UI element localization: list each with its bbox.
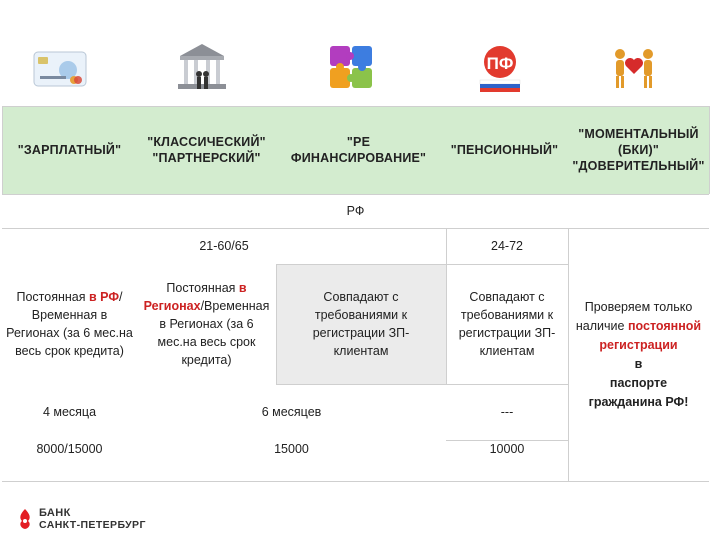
experience-pension-cell: --- (446, 384, 568, 440)
registration-highlight: в РФ (89, 290, 119, 304)
header-classic-partner: "КЛАССИЧЕСКИЙ" "ПАРТНЕРСКИЙ" (137, 106, 276, 194)
moment-check-cell (568, 228, 709, 482)
people-heart-icon (604, 40, 664, 96)
puzzle-icon (322, 40, 382, 96)
registration-refinance-cell: Совпадают с требованиями к регистрации ЗП-клиентам (276, 264, 446, 384)
grid-line (709, 106, 710, 194)
grid-line (276, 264, 277, 384)
registration-text: Постоянная (16, 290, 89, 304)
svg-text:ПФ: ПФ (486, 54, 514, 73)
header-pension: "ПЕНСИОННЫЙ" (441, 106, 568, 194)
region-cell: РФ (2, 194, 709, 228)
grid-line (2, 194, 709, 195)
moment-text: в (634, 357, 643, 371)
moment-highlight: постоянной регистрации (599, 319, 702, 352)
income-salary-cell: 8000/15000 (2, 440, 137, 466)
grid-line (446, 264, 447, 384)
bank-building-icon (172, 40, 232, 96)
grid-line (276, 264, 446, 265)
header-moment-trust: "МОМЕНТАЛЬНЫЙ (БКИ)" "ДОВЕРИТЕЛЬНЫЙ" (568, 106, 709, 194)
moment-text: Проверяем только наличие (575, 300, 693, 333)
age-main-cell: 21-60/65 (2, 228, 446, 264)
experience-mid-cell: 6 месяцев (137, 384, 446, 440)
registration-text: Постоянная (166, 281, 239, 295)
registration-highlight: в Регионах (143, 281, 247, 313)
grid-line (2, 228, 709, 229)
income-mid-cell: 15000 (137, 440, 446, 466)
registration-text: /Временная в Регионах (за 6 мес.на весь срок кредита) (157, 299, 270, 367)
moment-text: паспорте гражданина РФ! (588, 376, 689, 409)
grid-line (276, 384, 568, 385)
grid-line (568, 228, 569, 482)
bank-logo-icon (17, 508, 33, 530)
grid-line (446, 228, 447, 264)
header-salary: "ЗАРПЛАТНЫЙ" (2, 106, 137, 194)
grid-line (2, 106, 709, 107)
grid-line (2, 481, 709, 482)
registration-pension-cell: Совпадают с требованиями к регистрации ЗП-клиентам (446, 264, 568, 384)
bank-logo-line2: САНКТ-ПЕТЕРБУРГ (39, 519, 146, 531)
registration-salary-cell (2, 264, 137, 384)
income-pension-cell: 10000 (446, 440, 568, 466)
experience-salary-cell: 4 месяца (2, 384, 137, 440)
grid-line (2, 106, 3, 194)
header-refinance: "РЕ ФИНАНСИРОВАНИЕ" (276, 106, 441, 194)
credit-card-icon (28, 40, 88, 96)
registration-classic-cell (137, 264, 276, 384)
age-pension-cell: 24-72 (446, 228, 568, 264)
pension-fund-icon (470, 40, 530, 96)
grid-line (446, 264, 568, 265)
grid-line (446, 440, 568, 441)
registration-text: /Временная в Регионах (за 6 мес.на весь срок кредита) (6, 290, 133, 358)
bank-logo-line1: БАНК (39, 507, 71, 519)
